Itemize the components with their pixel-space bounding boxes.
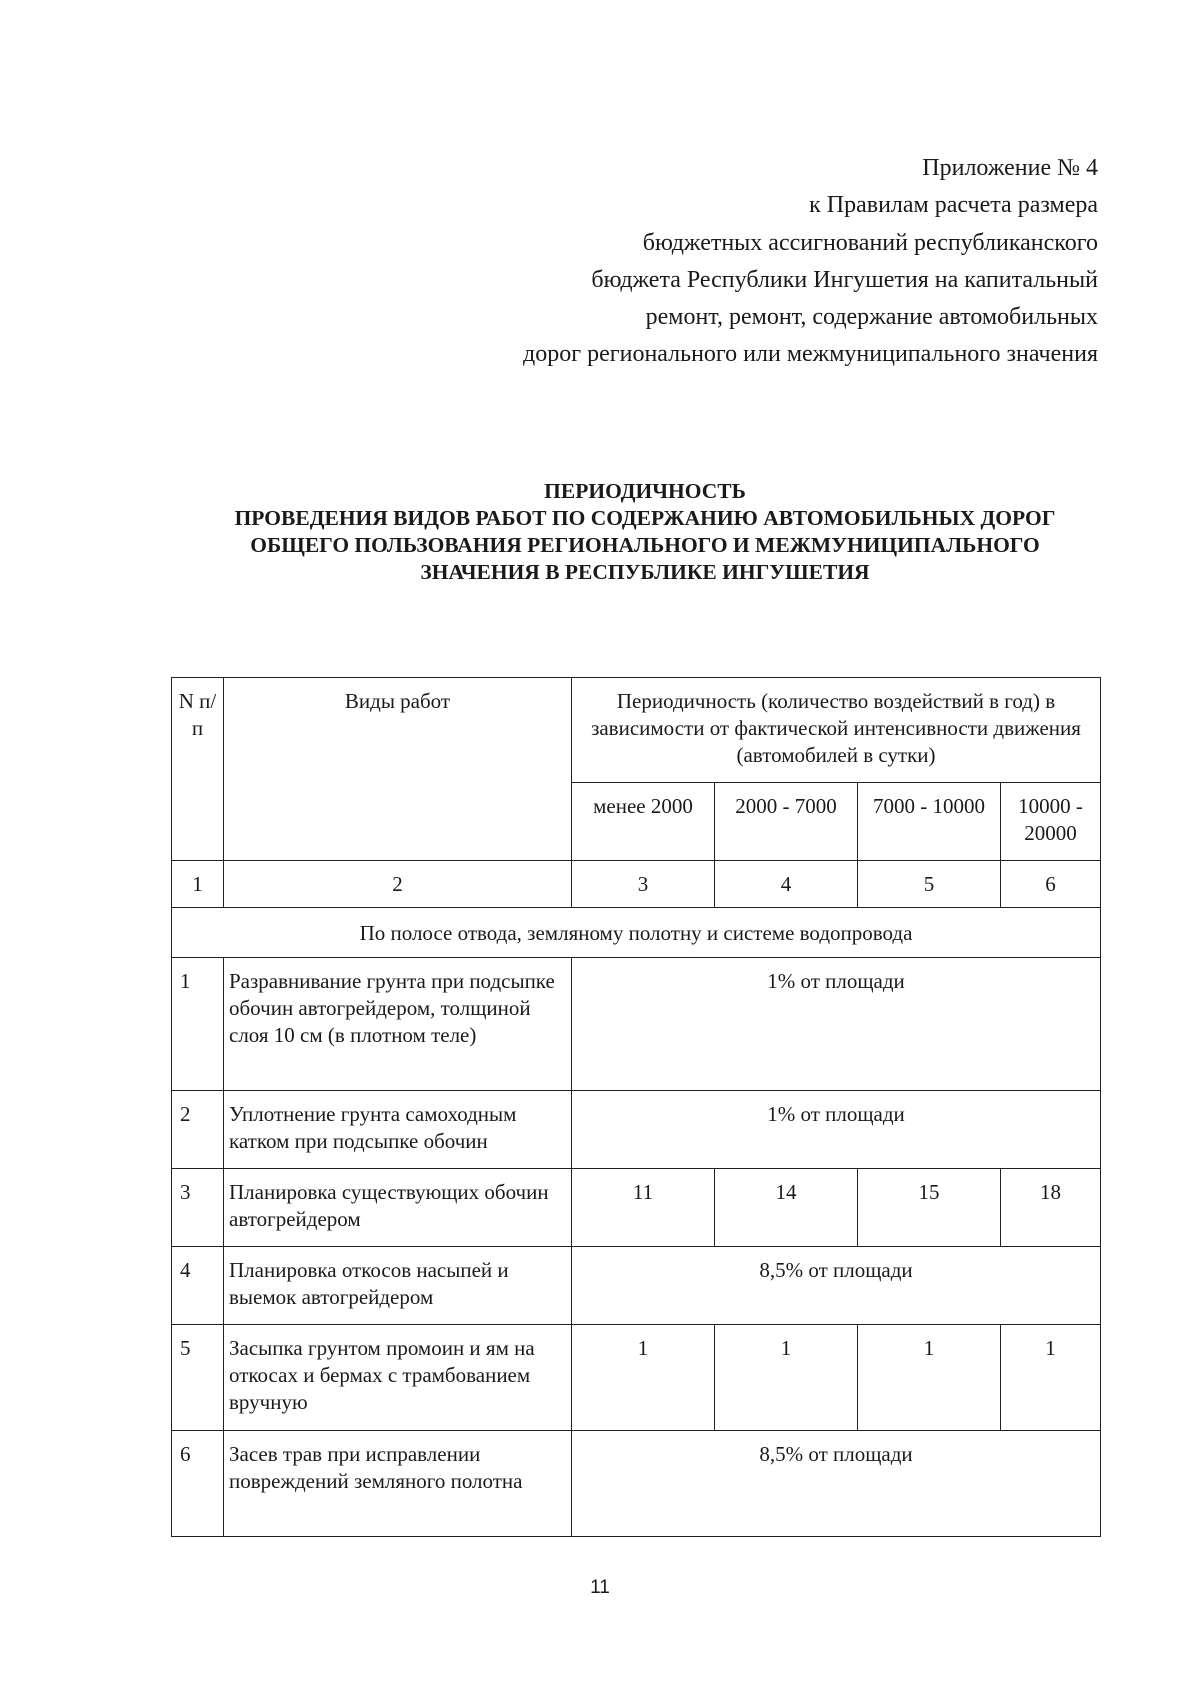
column-number: 6	[1001, 861, 1101, 908]
periodicity-value: 8,5% от площади	[572, 1247, 1101, 1325]
column-number: 1	[172, 861, 224, 908]
column-number: 2	[224, 861, 572, 908]
column-number: 4	[715, 861, 858, 908]
table-row	[172, 1091, 1101, 1169]
periodicity-value: 8,5% от площади	[572, 1431, 1101, 1537]
column-number: 5	[858, 861, 1001, 908]
appendix-line: к Правилам расчета размера	[809, 192, 1098, 219]
range-cell: 10000 - 20000	[1001, 783, 1101, 861]
column-numbers-row	[172, 861, 1101, 908]
table-row	[172, 958, 1101, 1091]
works-table	[171, 677, 1101, 1537]
appendix-line: бюджетных ассигнований республиканского	[642, 229, 1098, 256]
appendix-line: Приложение № 4	[922, 155, 1098, 181]
table-row	[172, 1325, 1101, 1431]
work-description: Разравнивание грунта при подсыпке обочин автогрейдером, толщиной слоя 10 см (в плотном теле)	[224, 958, 572, 1091]
column-number: 3	[572, 861, 715, 908]
work-description: Засев трав при исправлении повреждений земляного полотна	[224, 1431, 572, 1537]
header-work: Виды работ	[224, 678, 572, 861]
section-heading: По полосе отвода, земляному полотну и системе водопровода	[172, 908, 1101, 958]
row-number: 3	[172, 1169, 224, 1247]
periodicity-value: 1	[1001, 1325, 1101, 1431]
work-description: Засыпка грунтом промоин и ям на откосах и бермах с трамбованием вручную	[224, 1325, 572, 1431]
section-row	[172, 908, 1101, 958]
work-description: Планировка откосов насыпей и выемок автогрейдером	[224, 1247, 572, 1325]
table-row	[172, 1247, 1101, 1325]
work-description: Уплотнение грунта самоходным катком при подсыпке обочин	[224, 1091, 572, 1169]
range-cell: 2000 - 7000	[715, 783, 858, 861]
work-description: Планировка существующих обочин автогрейдером	[224, 1169, 572, 1247]
appendix-line: бюджета Республики Ингушетия на капитальный	[591, 266, 1098, 293]
range-cell: менее 2000	[572, 783, 715, 861]
page-number: 11	[590, 1577, 610, 1598]
row-number: 1	[172, 958, 224, 1091]
range-cell: 7000 - 10000	[858, 783, 1001, 861]
periodicity-value: 14	[715, 1169, 858, 1247]
appendix-block	[338, 150, 1098, 374]
row-number: 6	[172, 1431, 224, 1537]
periodicity-value: 11	[572, 1169, 715, 1247]
periodicity-value: 1	[858, 1325, 1001, 1431]
appendix-line: ремонт, ремонт, содержание автомобильных	[645, 304, 1098, 331]
appendix-line: дорог регионального или межмуниципального значения	[523, 341, 1098, 368]
periodicity-value: 1% от площади	[572, 958, 1101, 1091]
header-periodicity: Периодичность (количество воздействий в год) в зависимости от фактической интенсивности движения (автомобилей в сутки)	[572, 678, 1101, 783]
title-line: ПРОВЕДЕНИЯ ВИДОВ РАБОТ ПО СОДЕРЖАНИЮ АВТОМОБИЛЬНЫХ ДОРОГ	[234, 506, 1056, 530]
header-num: N п/п	[172, 678, 224, 861]
document-title	[170, 478, 1120, 586]
periodicity-value: 1	[572, 1325, 715, 1431]
title-line: ПЕРИОДИЧНОСТЬ	[544, 479, 746, 503]
header-row	[172, 678, 1101, 783]
table-row	[172, 1169, 1101, 1247]
title-line: ОБЩЕГО ПОЛЬЗОВАНИЯ РЕГИОНАЛЬНОГО И МЕЖМУНИЦИПАЛЬНОГО	[250, 533, 1040, 557]
title-line: ЗНАЧЕНИЯ В РЕСПУБЛИКЕ ИНГУШЕТИЯ	[420, 560, 870, 584]
periodicity-value: 1% от площади	[572, 1091, 1101, 1169]
row-number: 2	[172, 1091, 224, 1169]
periodicity-value: 18	[1001, 1169, 1101, 1247]
periodicity-value: 1	[715, 1325, 858, 1431]
table-row	[172, 1431, 1101, 1537]
periodicity-value: 15	[858, 1169, 1001, 1247]
row-number: 4	[172, 1247, 224, 1325]
row-number: 5	[172, 1325, 224, 1431]
